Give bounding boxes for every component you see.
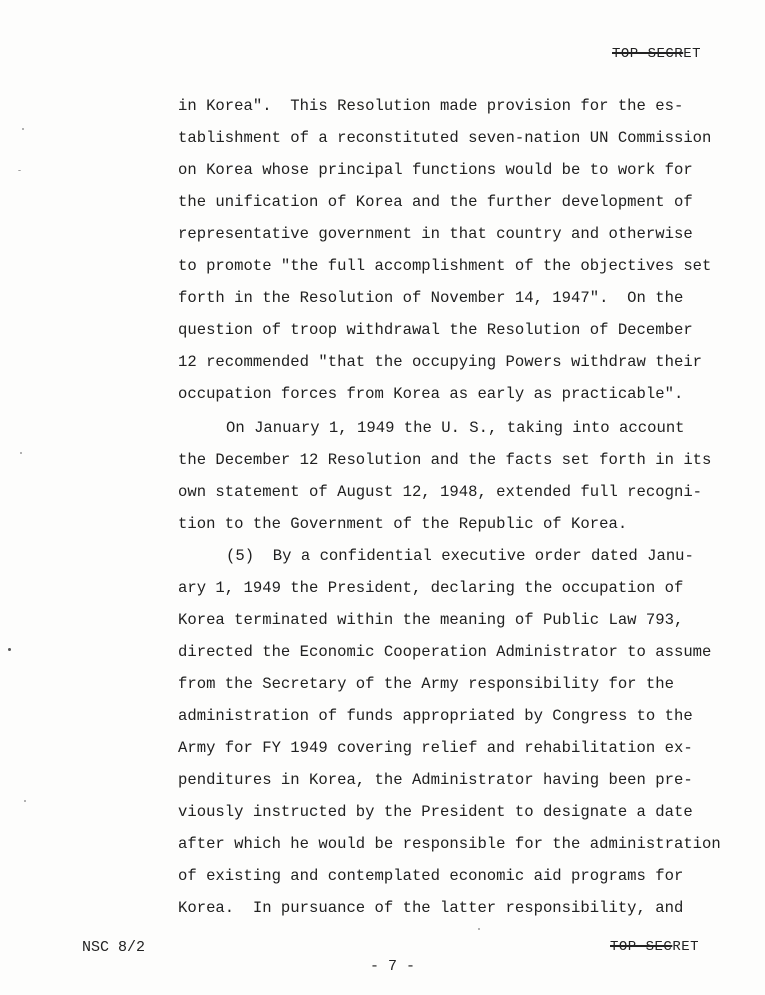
classification-remaining-text: ET [683, 46, 702, 62]
body-line: Korea terminated within the meaning of Public Law 793, [178, 611, 684, 629]
classification-remaining-text: RET [672, 939, 700, 955]
page-number: - 7 - [370, 958, 416, 975]
classification-marking-top [612, 46, 701, 62]
classification-struck-text: TOP SEC [610, 939, 673, 955]
scan-speck [8, 648, 11, 651]
body-line: occupation forces from Korea as early as practicable". [178, 385, 684, 403]
body-line: question of troop withdrawal the Resolution of December [178, 321, 693, 339]
scan-speck [18, 170, 21, 171]
classification-marking-bottom [610, 939, 699, 955]
body-line: forth in the Resolution of November 14, 1947". On the [178, 289, 684, 307]
body-line: (5) By a confidential executive order dated Janu- [226, 547, 694, 565]
body-line: On January 1, 1949 the U. S., taking into account [226, 419, 685, 437]
body-line: Korea. In pursuance of the latter responsibility, and [178, 899, 684, 917]
body-line: penditures in Korea, the Administrator having been pre- [178, 771, 693, 789]
body-line: the unification of Korea and the further development of [178, 193, 693, 211]
document-identifier: NSC 8/2 [82, 939, 146, 956]
body-line: Army for FY 1949 covering relief and rehabilitation ex- [178, 739, 693, 757]
body-line: after which he would be responsible for the administration [178, 835, 721, 853]
body-line: to promote "the full accomplishment of the objectives set [178, 257, 712, 275]
classification-struck-text: TOP SECR [612, 46, 684, 62]
body-line: administration of funds appropriated by Congress to the [178, 707, 693, 725]
scan-speck [478, 928, 480, 930]
body-line: representative government in that country and otherwise [178, 225, 693, 243]
body-line: viously instructed by the President to designate a date [178, 803, 693, 821]
body-line: on Korea whose principal functions would be to work for [178, 161, 693, 179]
scan-speck [24, 800, 26, 802]
scan-speck [22, 128, 24, 130]
body-line: ary 1, 1949 the President, declaring the occupation of [178, 579, 684, 597]
body-line: in Korea". This Resolution made provision for the es- [178, 97, 684, 115]
body-line: from the Secretary of the Army responsibility for the [178, 675, 674, 693]
body-line: of existing and contemplated economic aid programs for [178, 867, 684, 885]
body-line: 12 recommended "that the occupying Powers withdraw their [178, 353, 703, 371]
body-line: tion to the Government of the Republic of Korea. [178, 515, 628, 533]
body-line: own statement of August 12, 1948, extended full recogni- [178, 483, 703, 501]
body-line: tablishment of a reconstituted seven-nation UN Commission [178, 129, 712, 147]
body-line: the December 12 Resolution and the facts set forth in its [178, 451, 712, 469]
body-line: directed the Economic Cooperation Administrator to assume [178, 643, 712, 661]
scan-speck [20, 452, 22, 454]
